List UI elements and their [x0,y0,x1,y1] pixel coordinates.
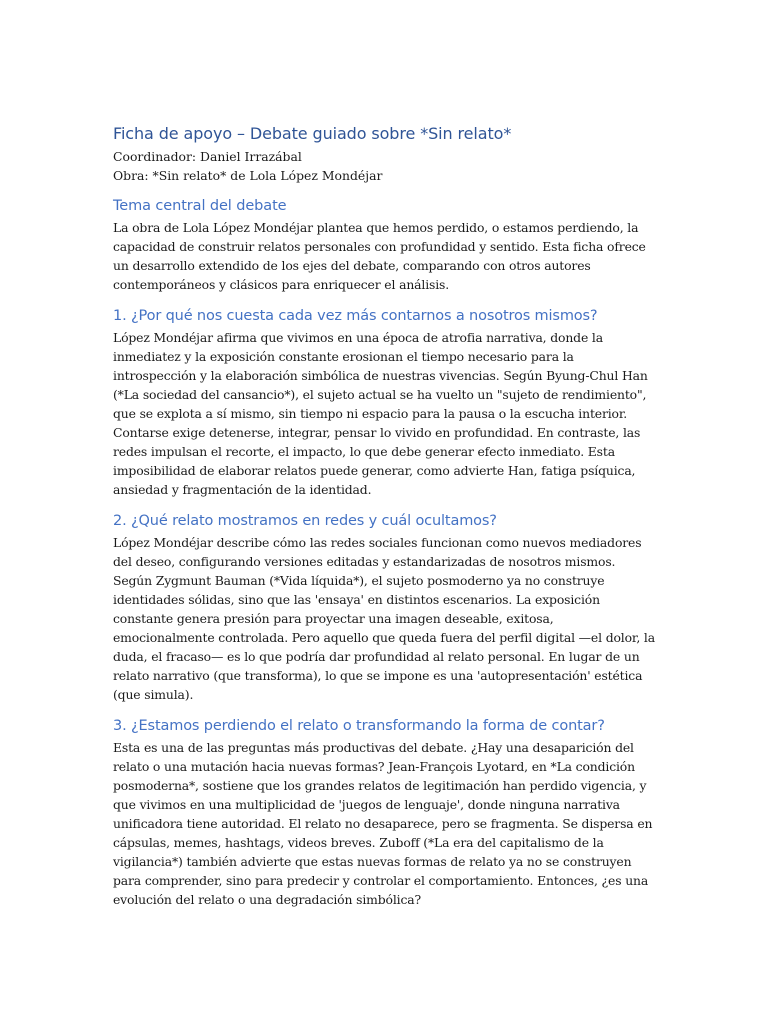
section-1-heading: 1. ¿Por qué nos cuesta cada vez más contarnos a nosotros mismos? [113,308,598,324]
central-theme-paragraph: La obra de Lola López Mondéjar plantea que hemos perdido, o estamos perdiendo, la capacidad de construir relatos personales con profundidad y sentido. Esta ficha ofrece un desarrollo extendido de los ejes del debate, comparando con otros autores contemporáneos y clásicos para enriquecer el análisis. [113,220,646,292]
work-line: Obra: *Sin relato* de Lola López Mondéjar [113,168,383,183]
section-1-paragraph: López Mondéjar afirma que vivimos en una época de atrofia narrativa, donde la inmediatez y la exposición constante erosionan el tiempo necesario para la introspección y la elaboración simbólica de nuestras vivencias. Según Byung-Chul Han (*La sociedad del cansancio*), el sujeto actual se ha vuelto un "sujeto de rendimiento", que se explota a sí mismo, sin tiempo ni espacio para la pausa o la escucha interior. Contarse exige detenerse, integrar, pensar lo vivido en profundidad. En contraste, las redes impulsan el recorte, el impacto, lo que debe generar efecto inmediato. Esta imposibilidad de elaborar relatos puede generar, como advierte Han, fatiga psíquica, ansiedad y fragmentación de la identidad. [113,330,648,497]
section-3-heading: 3. ¿Estamos perdiendo el relato o transformando la forma de contar? [113,718,605,734]
section-2-paragraph: López Mondéjar describe cómo las redes sociales funcionan como nuevos mediadores del deseo, configurando versiones editadas y estandarizadas de nosotros mismos. Según Zygmunt Bauman (*Vida líquida*), el sujeto posmoderno ya no construye identidades sólidas, sino que las 'ensaya' en distintos escenarios. La exposición constante genera presión para proyectar una imagen deseable, exitosa, emocionalmente controlada. Pero aquello que queda fuera del perfil digital —el dolor, la duda, el fracaso— es lo que podría dar profundidad al relato personal. En lugar de un relato narrativo (que transforma), lo que se impone es una 'autopresentación' estética (que simula). [113,535,655,702]
section-2-heading: 2. ¿Qué relato mostramos en redes y cuál ocultamos? [113,513,497,529]
central-theme-heading: Tema central del debate [113,198,287,214]
section-3-paragraph: Esta es una de las preguntas más productivas del debate. ¿Hay una desaparición del relato o una mutación hacia nuevas formas? Jean-François Lyotard, en *La condición posmoderna*, sostiene que los grandes relatos de legitimación han perdido vigencia, y que vivimos en una multiplicidad de 'juegos de lenguaje', donde ninguna narrativa unificadora tiene autoridad. El relato no desaparece, pero se fragmenta. Se dispersa en cápsulas, memes, hashtags, videos breves. Zuboff (*La era del capitalismo de la vigilancia*) también advierte que estas nuevas formas de relato ya no se construyen para comprender, sino para predecir y controlar el comportamiento. Entonces, ¿es una evolución del relato o una degradación simbólica? [113,740,653,907]
document-title: Ficha de apoyo – Debate guiado sobre *Sin relato* [113,124,512,143]
coordinator-line: Coordinador: Daniel Irrazábal [113,149,302,164]
document-page [113,124,658,909]
